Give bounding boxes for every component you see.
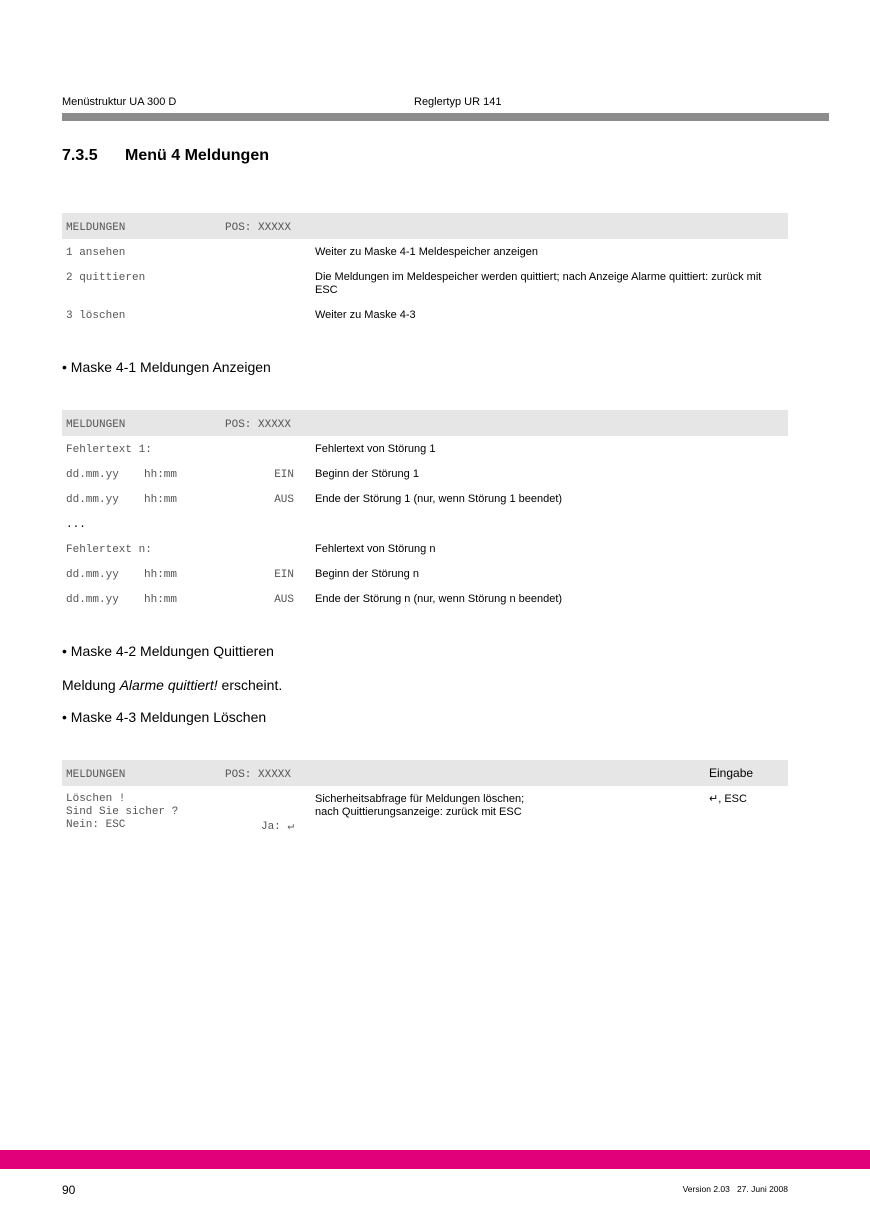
bullet-maske-4-3: • Maske 4-3 Meldungen Löschen xyxy=(62,709,267,725)
bullet-text: Maske 4-3 Meldungen Löschen xyxy=(70,709,267,725)
table-row xyxy=(62,461,788,486)
messages-table xyxy=(62,410,788,611)
row-date: dd.mm.yy xyxy=(66,494,119,506)
row-ellipsis: ... xyxy=(66,519,86,531)
page-number: 90 xyxy=(62,1183,76,1197)
header-pos: POS: XXXXX xyxy=(225,769,292,781)
table-row xyxy=(62,239,788,264)
row-desc: Sicherheitsabfrage für Meldungen löschen; xyxy=(315,793,525,805)
header-label: MELDUNGEN xyxy=(66,222,126,234)
row-time: hh:mm xyxy=(144,594,178,606)
row-time: hh:mm xyxy=(144,494,178,506)
footer-bar xyxy=(0,1150,870,1169)
delete-table xyxy=(62,760,788,836)
table-row xyxy=(62,302,788,327)
row-code: 1 ansehen xyxy=(66,247,126,259)
header-input: Eingabe xyxy=(709,766,754,780)
para-italic: Alarme quittiert! xyxy=(119,677,218,693)
row-date: dd.mm.yy xyxy=(66,569,119,581)
table-row xyxy=(62,786,788,836)
header-label: MELDUNGEN xyxy=(66,769,126,781)
row-desc: Weiter zu Maske 4-1 Meldespeicher anzeigen xyxy=(315,246,538,258)
bullet-maske-4-1: • Maske 4-1 Meldungen Anzeigen xyxy=(62,359,271,375)
row-desc: Beginn der Störung n xyxy=(315,568,419,580)
row-date: dd.mm.yy xyxy=(66,594,119,606)
screen-line: Nein: ESC xyxy=(66,819,126,831)
messages-table-header xyxy=(62,410,788,436)
bullet-text: Maske 4-1 Meldungen Anzeigen xyxy=(70,359,271,375)
row-desc: Fehlertext von Störung n xyxy=(315,543,436,555)
row-desc: Ende der Störung 1 (nur, wenn Störung 1 beendet) xyxy=(315,493,563,505)
row-date: dd.mm.yy xyxy=(66,469,119,481)
row-time: hh:mm xyxy=(144,469,178,481)
header-pos: POS: XXXXX xyxy=(225,419,292,431)
table-row xyxy=(62,536,788,561)
row-desc: Beginn der Störung 1 xyxy=(315,468,419,480)
row-desc: Die Meldungen im Meldespeicher werden quittiert; nach Anzeige Alarme quittiert: zurück mit ESC xyxy=(315,271,762,296)
row-time: hh:mm xyxy=(144,569,178,581)
screen-line: Löschen ! xyxy=(66,793,126,805)
header-left: Menüstruktur UA 300 D xyxy=(62,96,177,108)
header-center: Reglertyp UR 141 xyxy=(414,96,502,108)
row-code: Fehlertext 1: xyxy=(66,444,152,456)
row-code: 3 löschen xyxy=(66,310,126,322)
row-code: Fehlertext n: xyxy=(66,544,152,556)
section-number: 7.3.5 xyxy=(62,147,98,164)
message-paragraph xyxy=(62,677,282,693)
bullet-maske-4-2: • Maske 4-2 Meldungen Quittieren xyxy=(62,643,274,659)
row-state: EIN xyxy=(274,469,294,481)
row-state: AUS xyxy=(274,594,294,606)
menu-table xyxy=(62,213,788,327)
table-row xyxy=(62,561,788,586)
header-pos: POS: XXXXX xyxy=(225,222,292,234)
table-row xyxy=(62,436,788,461)
version-info: Version 2.03 27. Juni 2008 xyxy=(682,1184,788,1194)
table-row xyxy=(62,264,788,302)
table-row xyxy=(62,586,788,611)
screen-line: Sind Sie sicher ? xyxy=(66,806,179,818)
row-input: ↵, ESC xyxy=(709,793,747,805)
row-code: 2 quittieren xyxy=(66,272,146,284)
row-state: AUS xyxy=(274,494,294,506)
header-rule xyxy=(62,113,829,121)
para-prefix: Meldung xyxy=(62,677,120,693)
row-desc: Ende der Störung n (nur, wenn Störung n beendet) xyxy=(315,593,563,605)
row-desc: Fehlertext von Störung 1 xyxy=(315,443,436,455)
bullet-text: Maske 4-2 Meldungen Quittieren xyxy=(70,643,274,659)
screen-ja: Ja: ↵ xyxy=(260,821,294,833)
delete-table-header xyxy=(62,760,788,786)
menu-table-header xyxy=(62,213,788,239)
table-row xyxy=(62,486,788,511)
header-label: MELDUNGEN xyxy=(66,419,126,431)
table-row xyxy=(62,511,788,536)
row-state: EIN xyxy=(274,569,294,581)
para-suffix: erscheint. xyxy=(217,677,283,693)
row-desc: nach Quittierungsanzeige: zurück mit ESC xyxy=(315,806,522,818)
section-title: Menü 4 Meldungen xyxy=(125,147,269,164)
row-desc: Weiter zu Maske 4-3 xyxy=(315,309,416,321)
